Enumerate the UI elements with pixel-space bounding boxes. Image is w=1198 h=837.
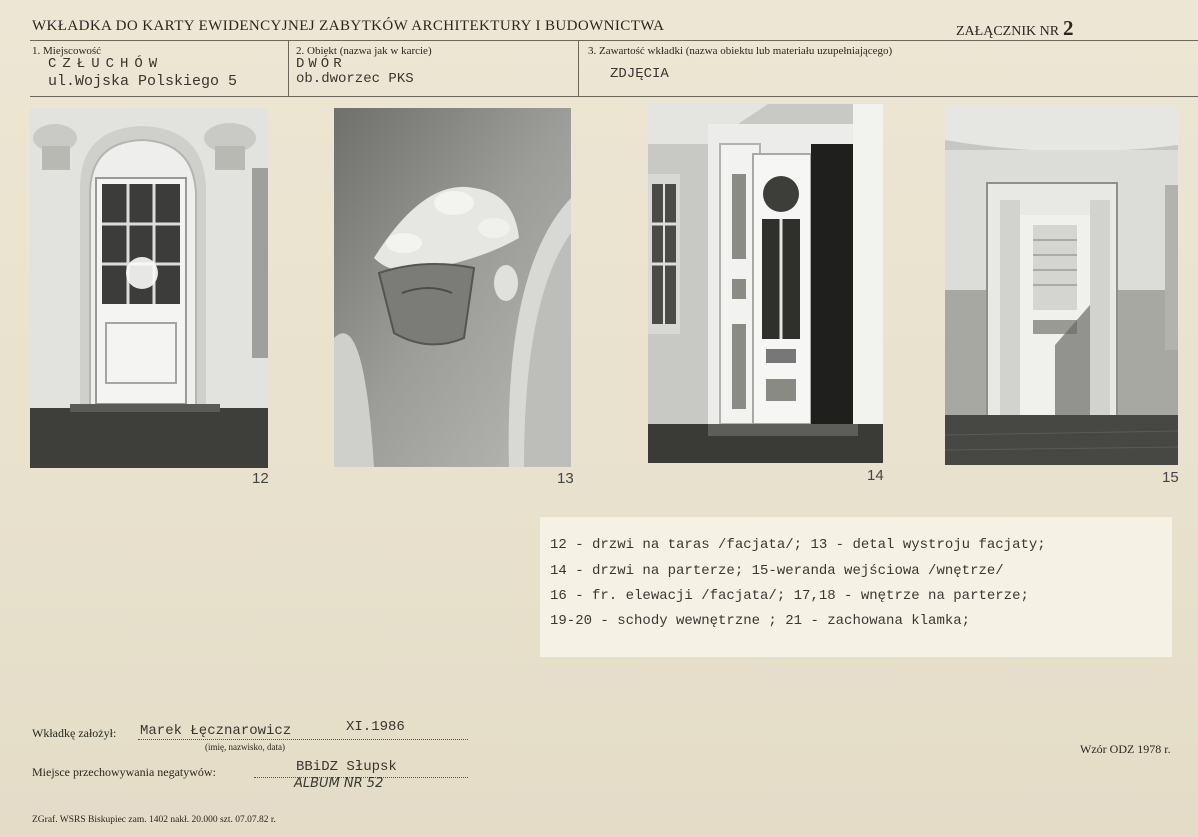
fields-rule (30, 96, 1198, 97)
field-3-value: ZDJĘCIA (610, 66, 669, 82)
founder-name: Marek Łęcznarowicz (140, 723, 292, 739)
storage-value: BBiDZ Słupsk (296, 759, 397, 775)
founder-dotted-line (138, 739, 468, 740)
photo-14 (648, 104, 883, 463)
photo-13 (334, 108, 571, 467)
caption-line-4: 19-20 - schody wewnętrzne ; 21 - zachowana klamka; (550, 613, 971, 629)
photo-13-number: 13 (557, 470, 574, 487)
founder-date: XI.1986 (346, 719, 405, 735)
annex-label (956, 16, 1074, 41)
photo-15-number: 15 (1162, 469, 1179, 486)
annex-number: 2 (1063, 16, 1074, 40)
print-info: ZGraf. WSRS Biskupiec zam. 1402 nakł. 20.000 szt. 07.07.82 r. (32, 815, 276, 825)
photo-14-number: 14 (867, 467, 884, 484)
field-1-value-street: ul.Wojska Polskiego 5 (48, 73, 238, 90)
caption-line-3: 16 - fr. elewacji /facjata/; 17,18 - wnętrze na parterze; (550, 588, 1029, 604)
field-2-value-object: DWÓR (296, 56, 346, 72)
annex-label-text: ZAŁĄCZNIK NR (956, 24, 1060, 39)
storage-handwritten-note: ALBUM NR 52 (294, 776, 384, 791)
caption-line-2: 14 - drzwi na parterze; 15-weranda wejściowa /wnętrze/ (550, 563, 1004, 579)
field-divider-1 (288, 40, 289, 96)
founder-label: Wkładkę założył: (32, 726, 117, 740)
caption-card (540, 517, 1172, 657)
founder-hint: (imię, nazwisko, data) (205, 742, 285, 752)
caption-line-1: 12 - drzwi na taras /facjata/; 13 - detal wystroju facjaty; (550, 537, 1046, 553)
photo-12 (30, 108, 268, 468)
field-divider-2 (578, 40, 579, 96)
storage-label: Miejsce przechowywania negatywów: (32, 765, 216, 779)
photo-12-number: 12 (252, 470, 269, 487)
photo-15 (945, 105, 1178, 465)
sheet-title: WKŁADKA DO KARTY EWIDENCYJNEJ ZABYTKÓW ARCHITEKTURY I BUDOWNICTWA (32, 18, 665, 34)
field-3-label: 3. Zawartość wkładki (nazwa obiektu lub materiału uzupełniającego) (588, 45, 893, 57)
field-2-label: 2. Obiekt (nazwa jak w karcie) (296, 45, 432, 57)
field-1-value-city: CZŁUCHÓW (48, 56, 164, 72)
field-2-value-use: ob.dworzec PKS (296, 71, 414, 87)
header-rule (30, 40, 1198, 41)
field-1-label: 1. Miejscowość (32, 45, 102, 57)
form-pattern: Wzór ODZ 1978 r. (1080, 742, 1171, 756)
